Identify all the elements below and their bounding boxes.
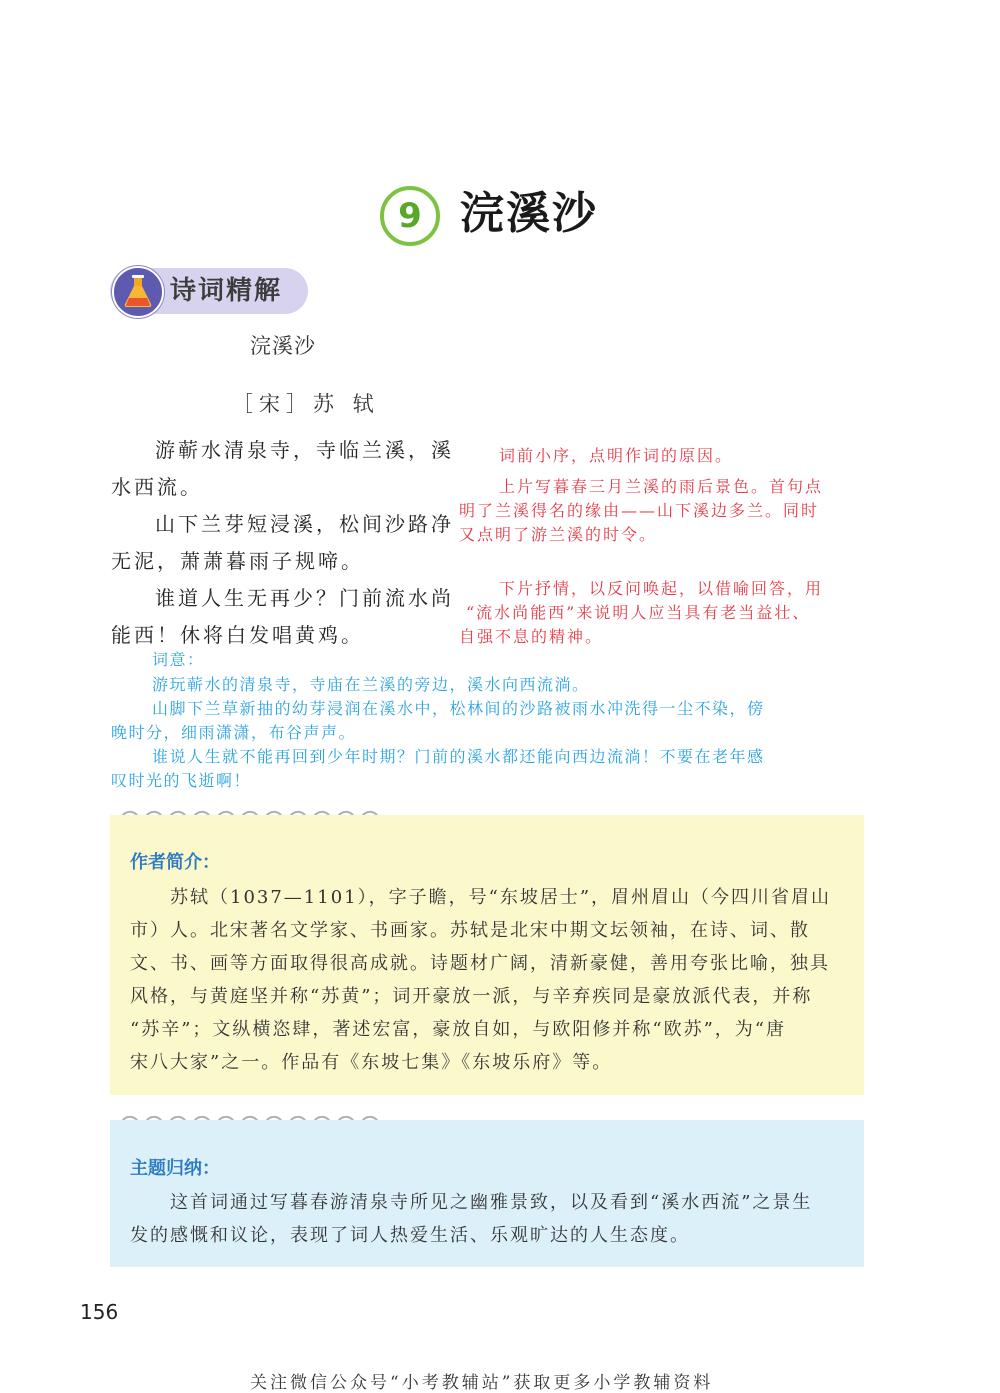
lesson-title: 浣溪沙 — [460, 188, 598, 239]
author-intro-line: 苏轼（1037—1101），字子瞻，号“东坡居士”，眉州眉山（今四川省眉山 — [170, 887, 832, 908]
meaning-line: 谁说人生就不能再回到少年时期？门前的溪水都还能向西边流淌！不要在老年感 — [152, 747, 765, 766]
theme-summary-line: 这首词通过写暮春游清泉寺所见之幽雅景致，以及看到“溪水西流”之景生 — [170, 1192, 813, 1213]
meaning-line: 晚时分，细雨潇潇，布谷声声。 — [111, 723, 357, 742]
theme-summary-heading: 主题归纳： — [130, 1158, 220, 1179]
section-label: 诗词精解 — [170, 276, 283, 306]
annotation-preface: 词前小序，点明作词的原因。 — [499, 446, 734, 465]
poem-line: 游蕲水清泉寺，寺临兰溪，溪 — [155, 438, 454, 462]
poem-line: 水西流。 — [111, 475, 203, 499]
author-intro-line: 宋八大家”之一。作品有《东坡七集》《东坡乐府》等。 — [130, 1052, 613, 1073]
meaning-line: 游玩蕲水的清泉寺，寺庙在兰溪的旁边，溪水向西流淌。 — [152, 675, 590, 694]
author-intro-heading: 作者简介： — [130, 852, 220, 873]
meaning-line: 山脚下兰草新抽的幼芽浸润在溪水中，松林间的沙路被雨水冲洗得一尘不染，傍 — [152, 699, 765, 718]
theme-summary-line: 发的感慨和议论，表现了词人热爱生活、乐观旷达的人生态度。 — [130, 1225, 690, 1246]
poem-title: 浣溪沙 — [250, 334, 316, 358]
annotation-first-stanza: 明了兰溪得名的缘由——山下溪边多兰。同时 — [459, 501, 820, 520]
poem-line: 山下兰芽短浸溪，松间沙路净 — [155, 512, 454, 536]
lesson-number-badge: 9 — [380, 186, 440, 246]
annotation-second-stanza: “流水尚能西”来说明人应当具有老当益壮、 — [466, 603, 811, 622]
poem-line: 能西！休将白发唱黄鸡。 — [111, 623, 364, 647]
poem-line: 谁道人生无再少？门前流水尚 — [155, 586, 454, 610]
annotation-second-stanza: 下片抒情，以反问唤起，以借喻回答，用 — [499, 579, 824, 598]
meaning-line: 叹时光的飞逝啊！ — [111, 771, 252, 790]
annotation-first-stanza: 又点明了游兰溪的时令。 — [459, 525, 658, 544]
flask-icon — [112, 266, 164, 318]
annotation-first-stanza: 上片写暮春三月兰溪的雨后景色。首句点 — [499, 477, 824, 496]
meaning-label: 词意： — [152, 650, 205, 669]
annotation-second-stanza: 自强不息的精神。 — [459, 627, 604, 646]
author-intro-line: 文、书、画等方面取得很高成就。诗题材广阔，清新豪健，善用夸张比喻，独具 — [130, 953, 830, 974]
poem-author: ［宋］苏 轼 — [232, 392, 380, 416]
author-intro-line: “苏辛”；文纵横恣肆，著述宏富，豪放自如，与欧阳修并称“欧苏”，为“唐 — [130, 1019, 787, 1040]
author-intro-line: 风格，与黄庭坚并称“苏黄”；词开豪放一派，与辛弃疾同是豪放派代表，并称 — [130, 986, 813, 1007]
footer-note: 关注微信公众号“小考教辅站”获取更多小学教辅资料 — [250, 1373, 714, 1393]
page-number: 156 — [80, 1300, 119, 1324]
poem-line: 无泥，萧萧暮雨子规啼。 — [111, 549, 364, 573]
author-intro-line: 市）人。北宋著名文学家、书画家。苏轼是北宋中期文坛领袖，在诗、词、散 — [130, 920, 810, 941]
